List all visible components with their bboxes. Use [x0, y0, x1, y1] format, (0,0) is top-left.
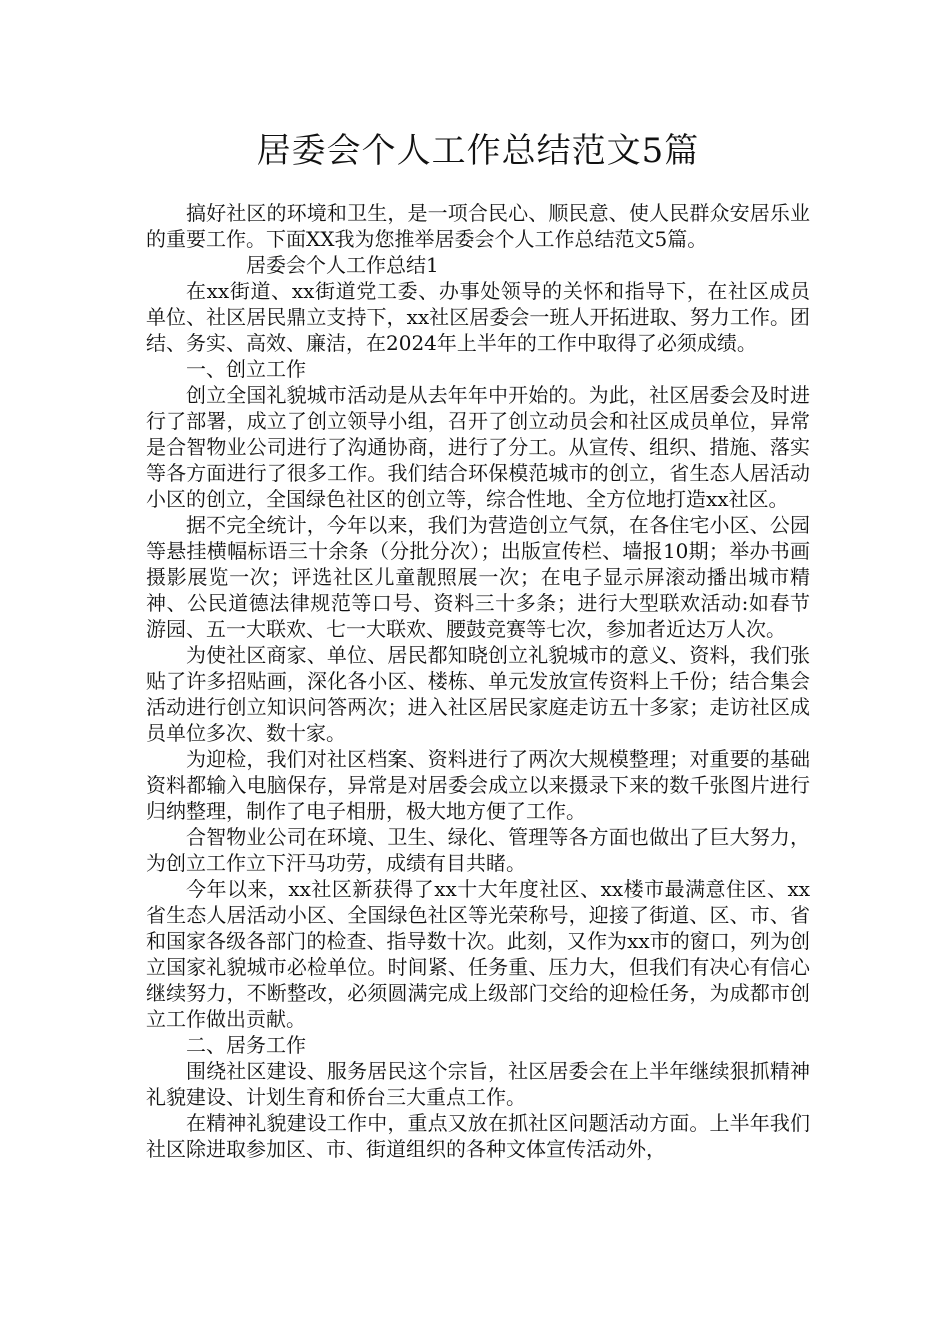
body-paragraph: 为使社区商家、单位、居民都知晓创立礼貌城市的意义、资料，我们张贴了许多招贴画，深化各小区、楼栋、单元发放宣传资料上千份；结合集会活动进行创立知识问答两次；进入社区居民家庭走访五十多家；走访社区成员单位多次、数十家。: [146, 643, 810, 745]
section-heading: 一、创立工作: [186, 357, 306, 381]
body-paragraph: 为迎检，我们对社区档案、资料进行了两次大规模整理；对重要的基础资料都输入电脑保存，异常是对居委会成立以来摄录下来的数千张图片进行归纳整理，制作了电子相册，极大地方便了工作。: [146, 747, 810, 823]
intro-paragraph: 搞好社区的环境和卫生，是一项合民心、顺民意、使人民群众安居乐业的重要工作。下面XX我为您推举居委会个人工作总结范文5篇。: [146, 201, 810, 251]
body-paragraph: 围绕社区建设、服务居民这个宗旨，社区居委会在上半年继续狠抓精神礼貌建设、计划生育和侨台三大重点工作。: [146, 1059, 810, 1109]
document-body: [146, 200, 810, 1162]
document-page: [146, 128, 810, 1162]
section-subtitle: 居委会个人工作总结1: [246, 253, 439, 277]
body-paragraph: 在精神礼貌建设工作中，重点又放在抓社区问题活动方面。上半年我们社区除进取参加区、市、街道组织的各种文体宣传活动外，: [146, 1111, 810, 1161]
section-heading: 二、居务工作: [186, 1033, 306, 1057]
body-paragraph: 合智物业公司在环境、卫生、绿化、管理等各方面也做出了巨大努力，为创立工作立下汗马功劳，成绩有目共睹。: [146, 825, 810, 875]
body-paragraph: 在xx街道、xx街道党工委、办事处领导的关怀和指导下，在社区成员单位、社区居民鼎立支持下，xx社区居委会一班人开拓进取、努力工作。团结、务实、高效、廉洁，在2024年上半年的工作中取得了必须成绩。: [146, 279, 810, 355]
body-paragraph: 今年以来，xx社区新获得了xx十大年度社区、xx楼市最满意住区、xx省生态人居活动小区、全国绿色社区等光荣称号，迎接了街道、区、市、省和国家各级各部门的检查、指导数十次。此刻，又作为xx市的窗口，列为创立国家礼貌城市必检单位。时间紧、任务重、压力大，但我们有决心有信心继续努力，不断整改，必须圆满完成上级部门交给的迎检任务，为成都市创立工作做出贡献。: [146, 877, 810, 1031]
document-title: 居委会个人工作总结范文5篇: [256, 131, 700, 171]
body-paragraph: 据不完全统计，今年以来，我们为营造创立气氛，在各住宅小区、公园等悬挂横幅标语三十余条（分批分次）；出版宣传栏、墙报10期；举办书画摄影展览一次；评选社区儿童靓照展一次；在电子显示屏滚动播出城市精神、公民道德法律规范等口号、资料三十多条；进行大型联欢活动:如春节游园、五一大联欢、七一大联欢、腰鼓竞赛等七次，参加者近达万人次。: [146, 513, 810, 641]
body-paragraph: 创立全国礼貌城市活动是从去年年中开始的。为此，社区居委会及时进行了部署，成立了创立领导小组，召开了创立动员会和社区成员单位，异常是合智物业公司进行了沟通协商，进行了分工。从宣传、组织、措施、落实等各方面进行了很多工作。我们结合环保模范城市的创立，省生态人居活动小区的创立，全国绿色社区的创立等，综合性地、全方位地打造xx社区。: [146, 383, 810, 511]
